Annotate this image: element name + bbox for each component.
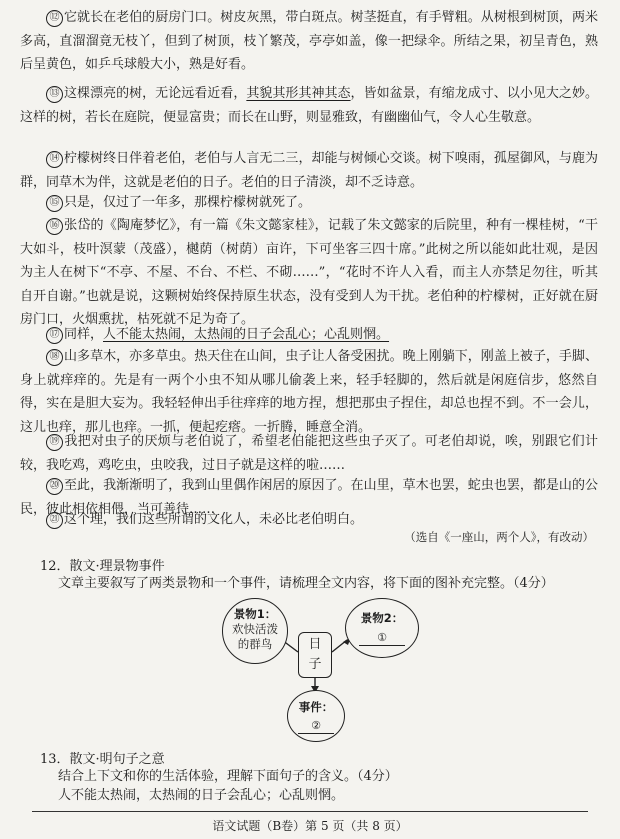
diagram-scene2-circle xyxy=(345,598,419,658)
paragraph-text: 山多草木，亦多草虫。热天住在山间，虫子让人备受困扰。晚上刚躺下，刚盖上被子，手脚、身上就痒痒的。先是有一两个小虫不知从哪儿偷袭上来，轻手轻脚的，然后就是闲庭信步，悠然自得，实在是胆大妄为。我轻轻伸出手往痒痒的地方捏，想把那虫子捏住，却总也捏不到。不一会儿，这儿也痒，那儿也痒。一抓，便起疙瘩。一折腾，睡意全消。 xyxy=(20,349,598,435)
paragraph-number: ⑭ xyxy=(46,151,63,168)
paragraph-14 xyxy=(20,147,598,194)
paragraph-text: 柠檬树终日伴着老伯，老伯与人言无二三，却能与树倾心交谈。树下嗅雨，孤屋御风，与鹿为群，同草木为伴，这就是老伯的日子。老伯的日子清淡，却不乏诗意。 xyxy=(20,151,598,190)
diagram-center-box xyxy=(298,632,332,678)
underlined-phrase: 其貌其形其神其态 xyxy=(246,86,351,101)
scene1-text: 欢快活泼的群鸟 xyxy=(232,622,278,651)
scene1-label: 景物1： xyxy=(233,607,277,621)
footer-divider xyxy=(32,811,588,812)
paragraph-text: ，皆如盆景，有缩龙成寸、以小见大之妙。这样的树，若长在庭院，便显富贵；而长在山野，则显雅致，有幽幽仙气，令人心生敬意。 xyxy=(20,86,598,125)
paragraph-number: ⑲ xyxy=(46,434,63,451)
page-footer: 语文试题（B卷）第 5 页（共 8 页） xyxy=(212,819,408,833)
paragraph-text: 这个理，我们这些所谓的文化人，未必比老伯明白。 xyxy=(64,512,364,527)
paragraph-21 xyxy=(20,508,598,532)
scene2-answer-blank[interactable]: ① xyxy=(359,630,405,646)
question-13-instruction: 结合上下文和你的生活体验，理解下面句子的含义。（4分） xyxy=(58,769,398,784)
paragraph-text: 我把对虫子的厌烦与老伯说了，希望老伯能把这些虫子灭了。可老伯却说，唉，别跟它们计较，我吃鸡，鸡吃虫，虫咬我，过日子就是这样的啦…… xyxy=(20,434,598,473)
paragraph-15 xyxy=(20,191,598,215)
paragraph-number: ⑳ xyxy=(46,478,63,495)
question-12-instruction: 文章主要叙写了两类景物和一个事件，请梳理全文内容，将下面的图补充完整。（4分） xyxy=(58,576,554,591)
paragraph-number: ㉑ xyxy=(46,512,63,529)
paragraph-13 xyxy=(20,82,598,129)
paragraph-number: ⑯ xyxy=(46,218,63,235)
event-answer-blank[interactable]: ② xyxy=(298,718,334,734)
question-13-title: 13．散文·明句子之意 xyxy=(40,752,165,767)
paragraph-text: 这棵漂亮的树，无论远看近看， xyxy=(64,86,247,101)
paragraph-18 xyxy=(20,345,598,439)
diagram-scene1-circle xyxy=(222,598,288,664)
event-label: 事件： xyxy=(298,700,334,714)
paragraph-number: ⑫ xyxy=(46,10,63,27)
source-citation: （选自《一座山，两个人》，有改动） xyxy=(404,530,594,544)
paragraph-text: 它就长在老伯的厨房门口。树皮灰黑，带白斑点。树茎挺直，有手臂粗。从树根到树顶，两米多高，直溜溜竟无枝丫，但到了树顶，枝丫繁茂，亭亭如盖，像一把绿伞。所结之果，初呈青色，熟后呈黄色，如乒乓球般大小，熟是好看。 xyxy=(20,10,598,72)
paragraph-19 xyxy=(20,430,598,477)
center-text: 日子 xyxy=(308,637,322,672)
paragraph-text: 张岱的《陶庵梦忆》，有一篇《朱文懿家桂》，记载了朱文懿家的后院里，种有一棵桂树，“干大如斗，枝叶溟蒙（茂盛），樾荫（树荫）亩许，下可坐客三四十席。”此树之所以能如此壮观，是因为主人在树下“不亭、不屋、不台、不栏、不砌……”，“花时不许人入看，而主人亦禁足勿往，听其自开自谢。”也就是说，这颗树始终保持原生状态，没有受到人为干扰。老伯种的柠檬树，正好就在厨房门口，火烟熏扰，枯死就不足为奇了。 xyxy=(20,218,598,327)
paragraph-number: ⑰ xyxy=(46,327,63,344)
paragraph-number: ⑮ xyxy=(46,195,63,212)
paragraph-text: 同样， xyxy=(64,327,104,342)
paragraph-number: ⑱ xyxy=(46,349,63,366)
paragraph-number: ⑬ xyxy=(46,86,63,103)
paragraph-text: 至此，我渐渐明了，我到山里偶作闲居的原因了。在山里，草木也罢，蛇虫也罢，都是山的公民，彼此相依相偎，当可善待…… xyxy=(20,478,598,517)
paragraph-12 xyxy=(20,6,598,77)
paragraph-text: 只是，仅过了一年多，那棵柠檬树就死了。 xyxy=(64,195,312,210)
paragraph-16 xyxy=(20,214,598,332)
paragraph-17 xyxy=(20,323,598,347)
question-13-sentence: 人不能太热闹，太热闹的日子会乱心；心乱则惘。 xyxy=(58,788,345,803)
diagram-event-circle xyxy=(287,690,345,742)
scene2-label: 景物2： xyxy=(360,611,404,625)
underlined-sentence: 人不能太热闹，太热闹的日子会乱心；心乱则惘。 xyxy=(103,327,390,342)
question-12-title: 12．散文·理景物事件 xyxy=(40,559,165,574)
